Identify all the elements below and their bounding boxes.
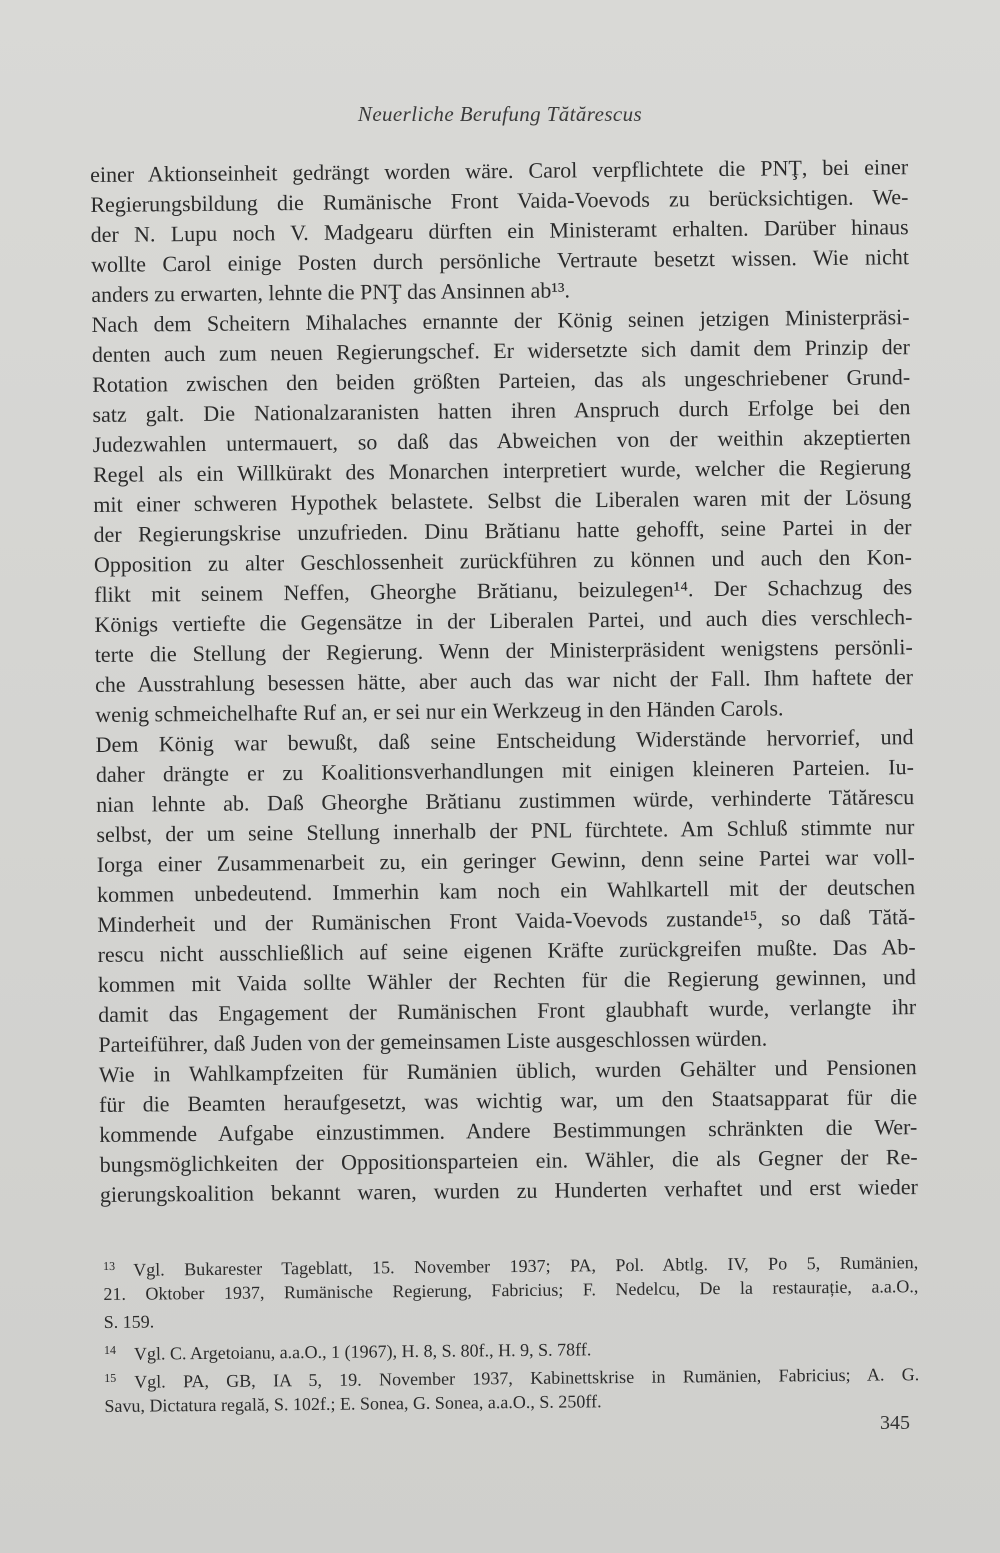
text-line: für die Beamten heraufgesetzt, was wichtig war, um den Staatsapparat für die — [98, 1084, 918, 1117]
footnote-text-line: Savu, Dictatura regală, S. 102f.; E. Sonea, G. Sonea, a.a.O., S. 250ff. — [104, 1391, 602, 1416]
text-line: terte die Stellung der Regierung. Wenn der Ministerpräsident wenigstens persönli- — [94, 634, 913, 667]
text-line: mit einer schweren Hypothek belastete. Selbst die Liberalen waren mit der Lösung — [93, 484, 912, 517]
text-line: nian lehnte ab. Daß Gheorghe Brătianu zustimmen würde, verhinderte Tătărescu — [96, 784, 915, 817]
text-line: Rotation zwischen den beiden größten Parteien, das als ungeschriebener Grund- — [92, 364, 911, 397]
text-line: rescu nicht ausschließlich auf seine eigenen Kräfte zurückgreifen mußte. Das Ab- — [97, 934, 916, 967]
text-line: Nach dem Scheitern Mihalaches ernannte der König seinen jetzigen Ministerpräsi- — [91, 304, 910, 337]
text-line: wollte Carol einige Posten durch persönliche Vertraute besetzt wissen. Wie nicht — [90, 244, 910, 277]
text-line: gierungskoalition bekannt waren, wurden zu Hunderten verhaftet und erst wieder — [99, 1174, 919, 1207]
footnote-text: Vgl. PA, GB, IA 5, 19. November 1937, Kabinettskrise in Rumänien, Fabricius; A. G. — [134, 1364, 920, 1392]
footnote-text-line: 21. Oktober 1937, Rumänische Regierung, Fabricius; F. Nedelcu, De la restaurație, a.a.O., — [103, 1276, 919, 1304]
text-line: flikt mit seinem Neffen, Gheorghe Brătianu, beizulegen¹⁴. Der Schachzug des — [94, 574, 913, 607]
text-line: Opposition zu alter Geschlossenheit zurückführen zu können und auch den Kon- — [93, 544, 912, 577]
text-line: wenig schmeichelhafte Ruf an, er sei nur ein Werkzeug in den Händen Carols. — [95, 695, 784, 727]
text-line: kommen unbedeutend. Immerhin kam noch ein Wahlkartell mit der deutschen — [96, 874, 916, 907]
text-line: Dem König war bewußt, daß seine Entscheidung Widerstände hervorrief, und — [95, 724, 914, 757]
text-line: bungsmöglichkeiten der Oppositionsparteien ein. Wähler, die als Gegner der Re- — [99, 1144, 918, 1177]
footnote-number: 13 — [103, 1258, 116, 1273]
footnote-number: 15 — [104, 1370, 117, 1385]
text-line: Wie in Wahlkampfzeiten für Rumänien üblich, wurden Gehälter und Pensionen — [98, 1054, 917, 1087]
footnote-text-line: S. 159. — [103, 1311, 155, 1332]
text-line: Regierungsbildung die Rumänische Front Vaida-Voevods zu berücksichtigen. We- — [90, 184, 909, 217]
body-text — [90, 152, 918, 1210]
text-line: damit das Engagement der Rumänischen Front glaubhaft wurde, verlangte ihr — [98, 994, 917, 1027]
footnotes — [103, 1244, 920, 1420]
footnote-text: Vgl. Bukarester Tageblatt, 15. November 1937; PA, Pol. Abtlg. IV, Po 5, Rumänien, — [133, 1252, 919, 1280]
page-number: 345 — [880, 1412, 910, 1434]
text-line: Iorga einer Zusammenarbeit zu, ein geringer Gewinn, denn seine Partei war voll- — [96, 844, 915, 877]
text-line: kommen mit Vaida sollte Wähler der Rechten für die Regierung gewinnen, und — [97, 964, 916, 997]
text-line: Regel als ein Willkürakt des Monarchen interpretiert wurde, welcher die Regierung — [92, 454, 912, 487]
running-head: Neuerliche Berufung Tătărescus — [357, 102, 643, 126]
text-line: der N. Lupu noch V. Madgearu dürften ein Ministeramt erhalten. Darüber hinaus — [90, 214, 909, 247]
text-line: anders zu erwarten, lehnte die PNŢ das Ansinnen ab¹³. — [91, 277, 571, 307]
text-line: Minderheit und der Rumänischen Front Vaida-Voevods zustande¹⁵, so daß Tătă- — [97, 904, 916, 937]
text-line: der Regierungskrise unzufrieden. Dinu Brătianu hatte gehofft, seine Partei in der — [93, 514, 912, 547]
text-line: Judezwahlen untermauert, so daß das Abweichen von der weithin akzeptierten — [92, 424, 911, 457]
text-line: denten auch zum neuen Regierungschef. Er widersetzte sich damit dem Prinzip der — [91, 334, 910, 367]
text-line: kommende Aufgabe einzustimmen. Andere Bestimmungen schränkten die Wer- — [99, 1114, 918, 1147]
text-line: satz galt. Die Nationalzaranisten hatten ihren Anspruch durch Erfolge bei den — [92, 394, 911, 427]
text-line: daher drängte er zu Koalitionsverhandlungen mit einigen kleineren Parteien. Iu- — [95, 754, 914, 787]
text-line: Parteiführer, daß Juden von der gemeinsamen Liste ausgeschlossen würden. — [98, 1025, 768, 1057]
text-line: che Ausstrahlung besessen hätte, aber auch das war nicht der Fall. Ihm haftete der — [94, 664, 914, 697]
footnote-text: Vgl. C. Argetoianu, a.a.O., 1 (1967), H. 8, S. 80f., H. 9, S. 78ff. — [133, 1339, 592, 1364]
text-line: Königs vertiefte die Gegensätze in der Liberalen Partei, und auch dies verschlech- — [94, 604, 913, 637]
text-line: einer Aktionseinheit gedrängt worden wäre. Carol verpflichtete die PNŢ, bei einer — [90, 154, 909, 187]
footnote-number: 14 — [103, 1342, 117, 1357]
text-line: selbst, der um seine Stellung innerhalb der PNL fürchtete. Am Schluß stimmte nur — [96, 814, 915, 847]
